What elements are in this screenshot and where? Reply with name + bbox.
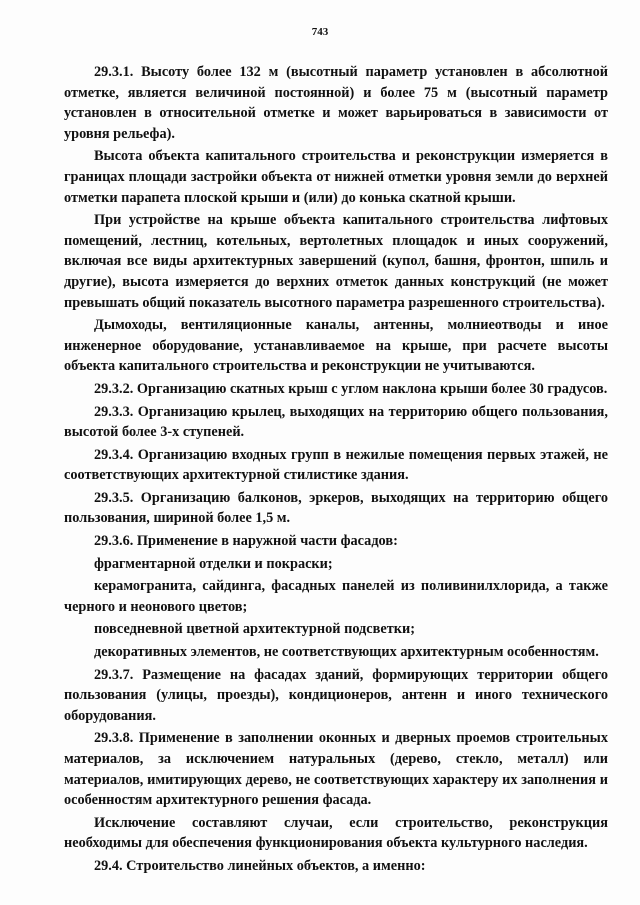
list-item-decorative-elements: декоративных элементов, не соответствующих архитектурным особенностям. (94, 644, 599, 661)
paragraph-exception: Исключение составляют случаи, если строительство, реконструкция необходимы для обеспечения функционирования объекта культурного наследия. (64, 814, 608, 852)
paragraph-chimneys-exclusion: Дымоходы, вентиляционные каналы, антенны, молниеотводы и иное инженерное оборудование, устанавливаемое на крыше, при расчете высоты объекта капитального строительства и реконструкции не учитываются. (64, 317, 608, 375)
list-item-fragmentary-finish: фрагментарной отделки и покраски; (94, 555, 333, 572)
paragraph-29-3-5: 29.3.5. Организацию балконов, эркеров, выходящих на территорию общего пользования, шириной более 1,5 м. (64, 489, 608, 527)
paragraph-29-3-1: 29.3.1. Высоту более 132 м (высотный параметр установлен в абсолютной отметке, является величиной постоянной) и более 75 м (высотный параметр установлен в относительной отметке и может варьироваться в зависимости от уровня рельефа). (64, 64, 608, 142)
paragraph-29-3-6: 29.3.6. Применение в наружной части фасадов: (94, 533, 398, 550)
paragraph-29-3-8: 29.3.8. Применение в заполнении оконных и дверных проемов строительных материалов, за исключением натуральных (дерево, стекло, металл) или материалов, имитирующих дерево, не соответствующих характеру их заполнения и особенностям архитектурного решения фасада. (64, 730, 608, 809)
paragraph-29-3-3: 29.3.3. Организацию крылец, выходящих на территорию общего пользования, высотой более 3-х ступеней. (64, 403, 608, 441)
list-item-porcelain-siding: керамогранита, сайдинга, фасадных панелей из поливинилхлорида, а также черного и неонового цветов; (64, 578, 608, 615)
paragraph-height-measurement: Высота объекта капитального строительства и реконструкции измеряется в границах площади застройки объекта от нижней отметки уровня земли до верхней отметки парапета плоской крыши и (или) до конька скатной крыши. (64, 148, 608, 206)
paragraph-29-3-4: 29.3.4. Организацию входных групп в нежилые помещения первых этажей, не соответствующих архитектурной стилистике здания. (64, 446, 608, 484)
document-body (64, 62, 608, 879)
paragraph-29-4: 29.4. Строительство линейных объектов, а именно: (94, 857, 426, 874)
list-item-color-lighting: повседневной цветной архитектурной подсветки; (94, 621, 415, 638)
paragraph-roof-structures: При устройстве на крыше объекта капитального строительства лифтовых помещений, лестниц, котельных, вертолетных площадок и иных сооружений, включая все виды архитектурных завершений (купол, башня, фронтон, шпиль и другие), высота измеряется до верхних отметок данных конструкций (не может превышать общий показатель высотного параметра разрешенного строительства). (64, 212, 608, 311)
paragraph-29-3-7: 29.3.7. Размещение на фасадах зданий, формирующих территории общего пользования (улицы, проезды), кондиционеров, антенн и иного технического оборудования. (64, 666, 608, 724)
page-number: 743 (311, 26, 329, 38)
paragraph-29-3-2: 29.3.2. Организацию скатных крыш с углом наклона крыши более 30 градусов. (94, 380, 608, 397)
